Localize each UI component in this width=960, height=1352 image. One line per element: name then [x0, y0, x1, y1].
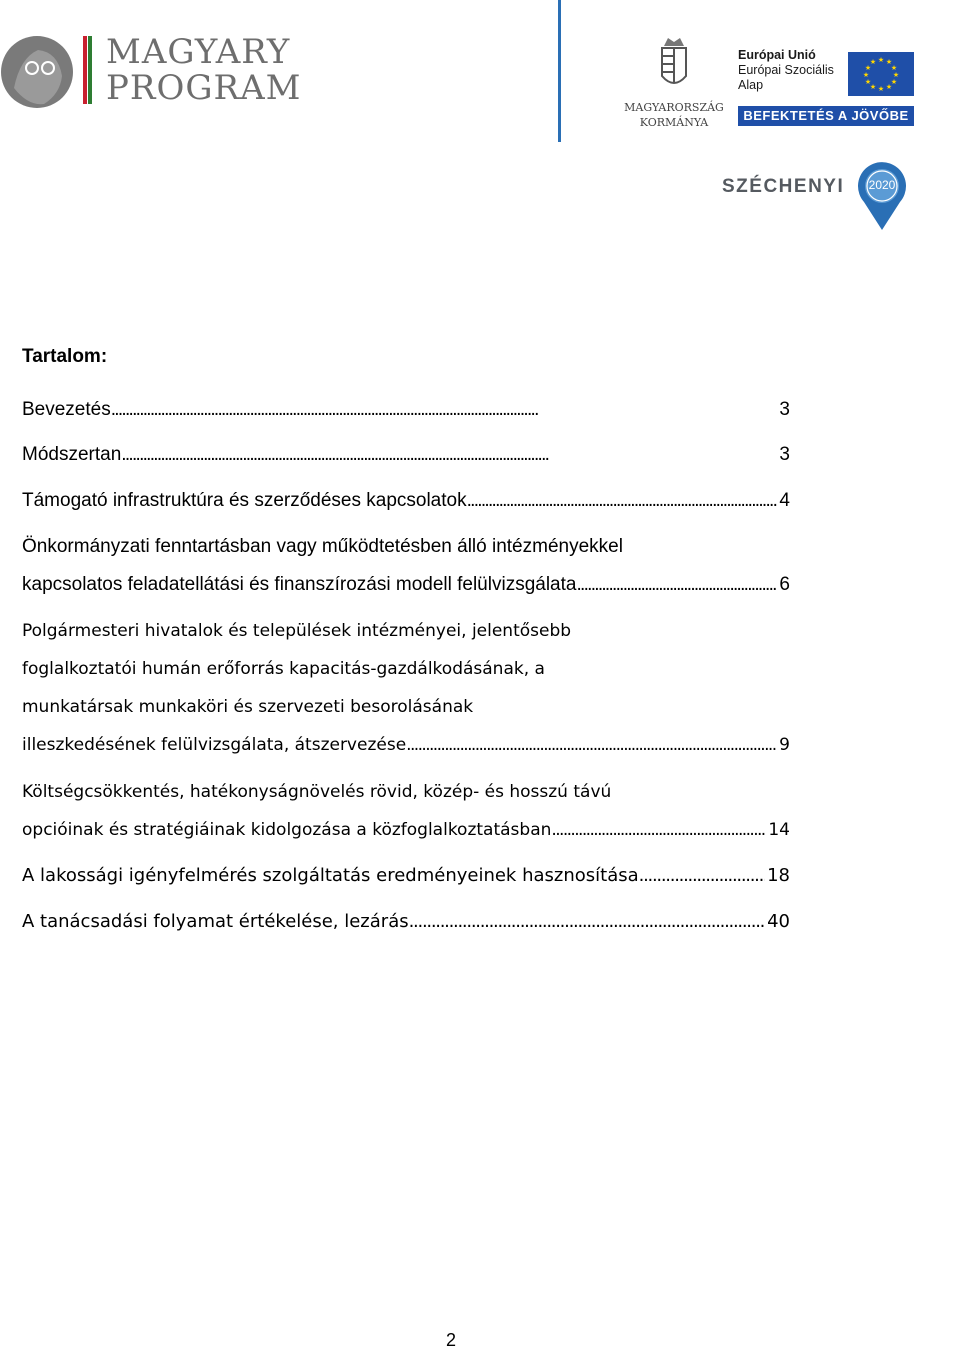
- eu-text: [738, 48, 834, 93]
- eu-line2: Európai Szociális: [738, 63, 834, 77]
- toc-leader: [551, 811, 766, 849]
- toc-entry-text: Polgármesteri hivatalok és települések intézményei, jelentősebb: [22, 621, 572, 641]
- svg-text:★: ★: [892, 71, 900, 79]
- toc-entry-onkormanyzati[interactable]: [22, 528, 790, 604]
- eu-flag-icon: [848, 52, 914, 96]
- toc-page-number: 4: [779, 490, 790, 511]
- toc-entry-lakossagi[interactable]: [22, 857, 790, 895]
- svg-text:★: ★: [877, 85, 885, 93]
- header-divider: [558, 0, 561, 142]
- toc-page-number: 40: [767, 911, 790, 932]
- szechenyi-year: 2020: [868, 178, 896, 192]
- svg-text:★: ★: [864, 78, 872, 86]
- toc-leader: [406, 726, 777, 764]
- toc-page-number: 6: [779, 574, 790, 595]
- toc-entry-polgarmesteri[interactable]: [22, 612, 790, 764]
- eu-line3: Alap: [738, 78, 764, 92]
- toc-entry-text: Módszertan: [22, 444, 122, 465]
- svg-text:★: ★: [885, 83, 893, 91]
- toc-entry-text: illeszkedésének felülvizsgálata, átszervezése: [22, 735, 407, 755]
- toc-entry-tanacsadasi[interactable]: [22, 903, 790, 941]
- toc-leader: [467, 482, 778, 520]
- magyary-logo-line1: MAGYARY: [106, 32, 291, 72]
- government-logo-line2: KORMÁNYA: [639, 116, 709, 129]
- svg-text:★: ★: [890, 64, 898, 72]
- toc-leader: [409, 903, 765, 941]
- toc-title: Tartalom:: [22, 346, 108, 367]
- toc-entry-koltsegcsokkentes[interactable]: [22, 773, 790, 849]
- toc-entry-bevezetes[interactable]: [22, 391, 790, 429]
- toc-entry-text: Bevezetés: [22, 399, 111, 420]
- svg-text:★: ★: [869, 58, 877, 66]
- toc-entry-tamogato[interactable]: [22, 482, 790, 520]
- szechenyi-text: SZÉCHENYI: [722, 176, 845, 197]
- page-number: 2: [446, 1330, 457, 1350]
- toc-page-number: 18: [767, 865, 790, 886]
- toc-entry-text: A lakossági igényfelmérés szolgáltatás eredményeinek hasznosítása: [22, 865, 639, 886]
- svg-text:★: ★: [864, 64, 872, 72]
- toc-entry-text: opcióinak és stratégiáinak kidolgozása a közfoglalkoztatásban: [22, 820, 552, 840]
- coat-of-arms-icon: [624, 36, 724, 96]
- hungarian-government-logo: [624, 36, 724, 136]
- svg-text:★: ★: [869, 83, 877, 91]
- eu-line1: Európai Unió: [738, 48, 816, 62]
- map-pin-icon: [856, 162, 908, 232]
- svg-text:★: ★: [890, 78, 898, 86]
- toc-entry-modszertan[interactable]: [22, 436, 790, 474]
- toc-page-number: 9: [779, 735, 790, 755]
- eu-logo-block: [738, 48, 918, 128]
- toc-entry-text: foglalkoztatói humán erőforrás kapacitás-gazdálkodásának, a: [22, 659, 545, 679]
- toc-leader: [111, 391, 778, 429]
- magyary-program-logo: [0, 28, 300, 118]
- toc-page-number: 3: [779, 399, 790, 420]
- government-logo-line1: MAGYARORSZÁG: [624, 101, 724, 114]
- toc-leader: [576, 566, 777, 604]
- svg-text:★: ★: [862, 71, 870, 79]
- svg-text:★: ★: [877, 56, 885, 64]
- toc-entry-text: Önkormányzati fenntartásban vagy működtetésben álló intézményekkel: [22, 536, 623, 557]
- toc-page-number: 14: [768, 820, 790, 840]
- toc-entry-text: munkatársak munkaköri és szervezeti besorolásának: [22, 697, 474, 717]
- toc-entry-text: A tanácsadási folyamat értékelése, lezárás: [22, 911, 409, 932]
- svg-text:★: ★: [885, 58, 893, 66]
- toc-entry-text: Támogató infrastruktúra és szerződéses kapcsolatok: [22, 490, 467, 511]
- toc-entry-text: kapcsolatos feladatellátási és finanszírozási modell felülvizsgálata: [22, 574, 577, 595]
- toc-page-number: 3: [779, 444, 790, 465]
- szechenyi-2020-logo: [722, 162, 908, 232]
- toc-leader: [121, 436, 777, 474]
- magyary-logo-line2: PROGRAM: [106, 68, 302, 108]
- eu-banner: BEFEKTETÉS A JÖVŐBE: [738, 106, 914, 126]
- toc-entry-text: Költségcsökkentés, hatékonyságnövelés rövid, közép- és hosszú távú: [22, 782, 612, 802]
- toc-leader: [639, 857, 765, 895]
